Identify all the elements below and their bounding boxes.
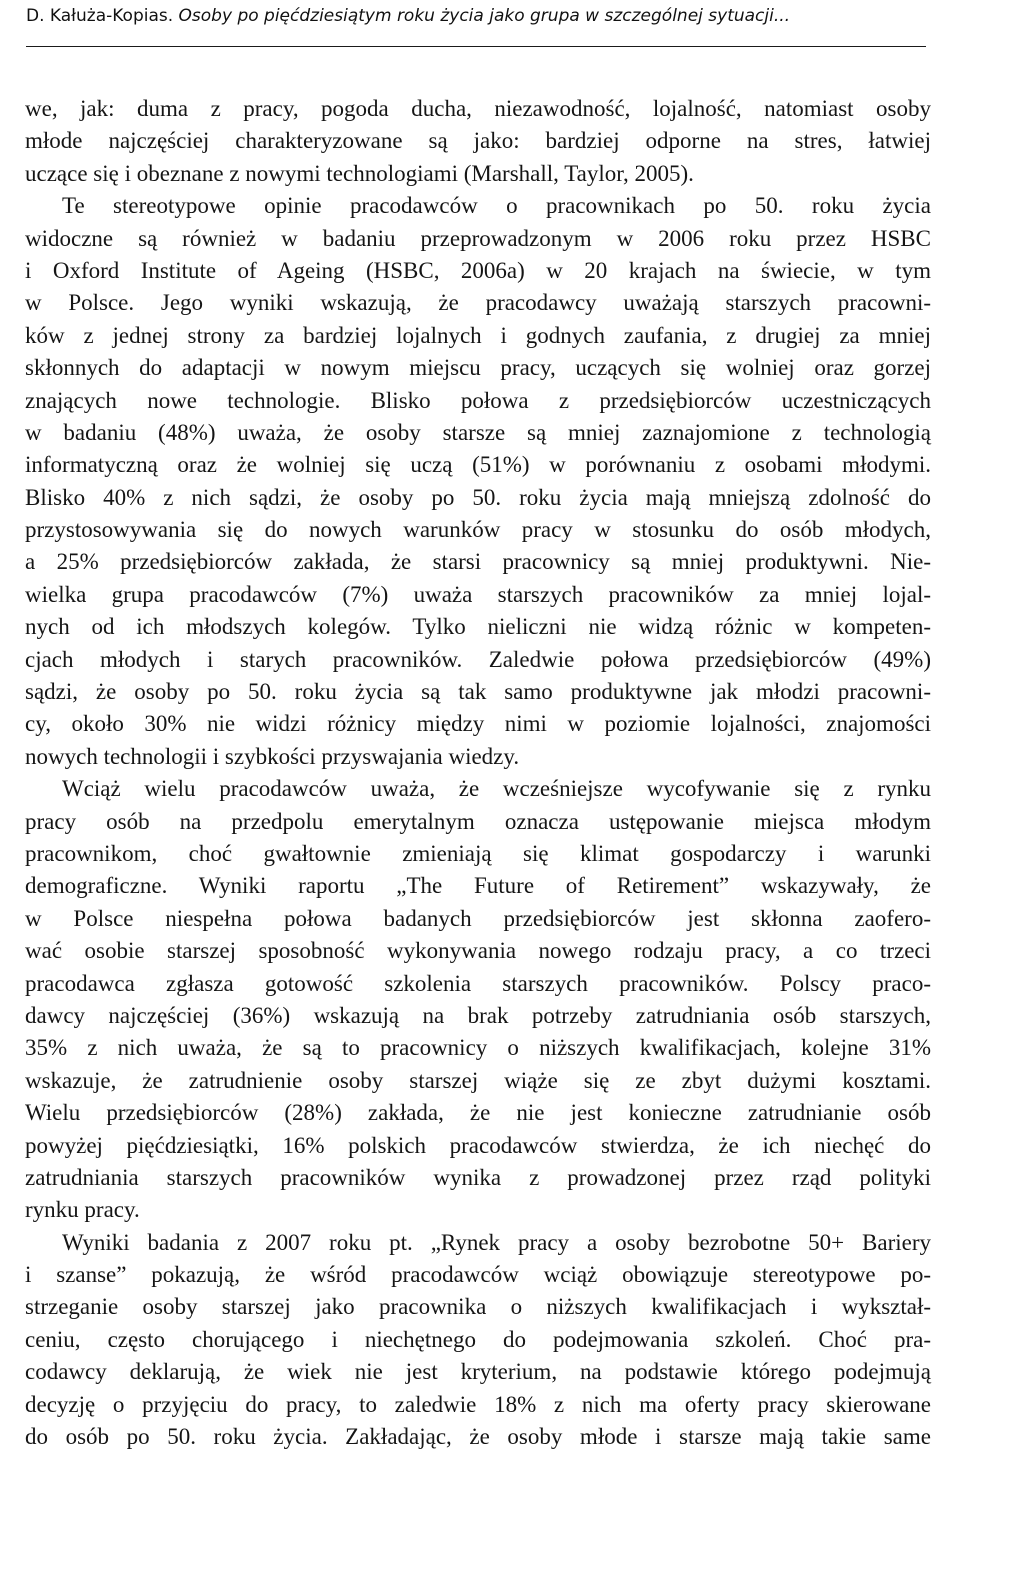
text-line: znających nowe technologie. Blisko połowa z przedsiębiorców uczestniczących	[25, 387, 931, 413]
header-title: Osoby po pięćdziesiątym roku życia jako grupa w szczególnej sytuacji...	[178, 6, 791, 26]
text-line: strzeganie osoby starszej jako pracownika o niższych kwalifikacjach i wykształ-	[25, 1294, 931, 1320]
text-line: Wyniki badania z 2007 roku pt. „Rynek pracy a osoby bezrobotne 50+ Bariery	[62, 1229, 931, 1255]
header-rule	[26, 46, 926, 47]
text-line: pracownikom, choć gwałtownie zmieniają się klimat gospodarczy i warunki	[25, 840, 931, 866]
running-header	[26, 6, 998, 26]
text-line: w badaniu (48%) uważa, że osoby starsze są mniej zaznajomione z technologią	[25, 419, 931, 445]
text-line: informatyczną oraz że wolniej się uczą (51%) w porównaniu z osobami młodymi.	[25, 452, 931, 478]
text-line: skłonnych do adaptacji w nowym miejscu pracy, uczących się wolniej oraz gorzej	[25, 355, 931, 381]
text-line: wać osobie starszej sposobność wykonywania nowego rodzaju pracy, a co trzeci	[25, 938, 931, 964]
text-line: powyżej pięćdziesiątki, 16% polskich pracodawców stwierdza, że ich niechęć do	[25, 1132, 931, 1158]
text-line: decyzję o przyjęciu do pracy, to zaledwie 18% z nich ma oferty pracy skierowane	[25, 1391, 931, 1417]
text-line: Te stereotypowe opinie pracodawców o pracownikach po 50. roku życia	[62, 193, 931, 219]
text-line: rynku pracy.	[25, 1197, 140, 1223]
text-line: wskazuje, że zatrudnienie osoby starszej wiąże się ze zbyt dużymi kosztami.	[25, 1067, 931, 1093]
body-text	[25, 93, 931, 1453]
text-line: ceniu, często chorującego i niechętnego do podejmowania szkoleń. Choć pra-	[25, 1326, 931, 1352]
text-line: w Polsce. Jego wyniki wskazują, że pracodawcy uważają starszych pracowni-	[25, 290, 931, 316]
text-line: pracy osób na przedpolu emerytalnym oznacza ustępowanie miejsca młodym	[25, 808, 931, 834]
text-line: we, jak: duma z pracy, pogoda ducha, niezawodność, lojalność, natomiast osoby	[25, 96, 931, 121]
text-line: pracodawca zgłasza gotowość szkolenia starszych pracowników. Polscy praco-	[25, 970, 931, 996]
text-line: Wielu przedsiębiorców (28%) zakłada, że nie jest konieczne zatrudnianie osób	[25, 1100, 931, 1126]
text-line: młode najczęściej charakteryzowane są jako: bardziej odporne na stres, łatwiej	[25, 128, 931, 154]
text-line: uczące się i obeznane z nowymi technologiami (Marshall, Taylor, 2005).	[25, 160, 694, 186]
text-line: do osób po 50. roku życia. Zakładając, że osoby młode i starsze mają takie same	[25, 1424, 931, 1450]
text-line: Wciąż wielu pracodawców uważa, że wcześniejsze wycofywanie się z rynku	[62, 776, 931, 802]
text-line: nych od ich młodszych kolegów. Tylko nieliczni nie widzą różnic w kompeten-	[25, 614, 931, 640]
text-line: przystosowywania się do nowych warunków pracy w stosunku do osób młodych,	[25, 517, 931, 543]
text-line: wielka grupa pracodawców (7%) uważa starszych pracowników za mniej lojal-	[25, 581, 931, 607]
text-line: nowych technologii i szybkości przyswajania wiedzy.	[25, 743, 520, 769]
text-line: widoczne są również w badaniu przeprowadzonym w 2006 roku przez HSBC	[25, 225, 931, 251]
header-author: D. Kałuża-Kopias.	[26, 6, 174, 26]
text-line: 35% z nich uważa, że są to pracownicy o niższych kwalifikacjach, kolejne 31%	[25, 1035, 931, 1061]
text-line: a 25% przedsiębiorców zakłada, że starsi pracownicy są mniej produktywni. Nie-	[25, 549, 931, 575]
text-line: Blisko 40% z nich sądzi, że osoby po 50. roku życia mają mniejszą zdolność do	[25, 484, 931, 510]
text-line: w Polsce niespełna połowa badanych przedsiębiorców jest skłonna zaofero-	[25, 905, 931, 931]
text-line: dawcy najczęściej (36%) wskazują na brak potrzeby zatrudniania osób starszych,	[25, 1002, 931, 1028]
text-line: codawcy deklarują, że wiek nie jest kryterium, na podstawie którego podejmują	[25, 1359, 931, 1385]
text-line: cjach młodych i starych pracowników. Zaledwie połowa przedsiębiorców (49%)	[25, 646, 931, 672]
text-line: demograficzne. Wyniki raportu „The Future of Retirement” wskazywały, że	[25, 873, 931, 899]
text-line: i Oxford Institute of Ageing (HSBC, 2006a) w 20 krajach na świecie, w tym	[25, 257, 931, 283]
text-line: sądzi, że osoby po 50. roku życia są tak samo produktywne jak młodzi pracowni-	[25, 679, 931, 705]
text-line: cy, około 30% nie widzi różnicy między nimi w poziomie lojalności, znajomości	[25, 711, 931, 737]
text-line: ków z jednej strony za bardziej lojalnych i godnych zaufania, z drugiej za mniej	[25, 322, 931, 348]
text-line: zatrudniania starszych pracowników wynika z prowadzonej przez rząd polityki	[25, 1164, 931, 1190]
text-line: i szanse” pokazują, że wśród pracodawców wciąż obowiązuje stereotypowe po-	[25, 1262, 931, 1288]
